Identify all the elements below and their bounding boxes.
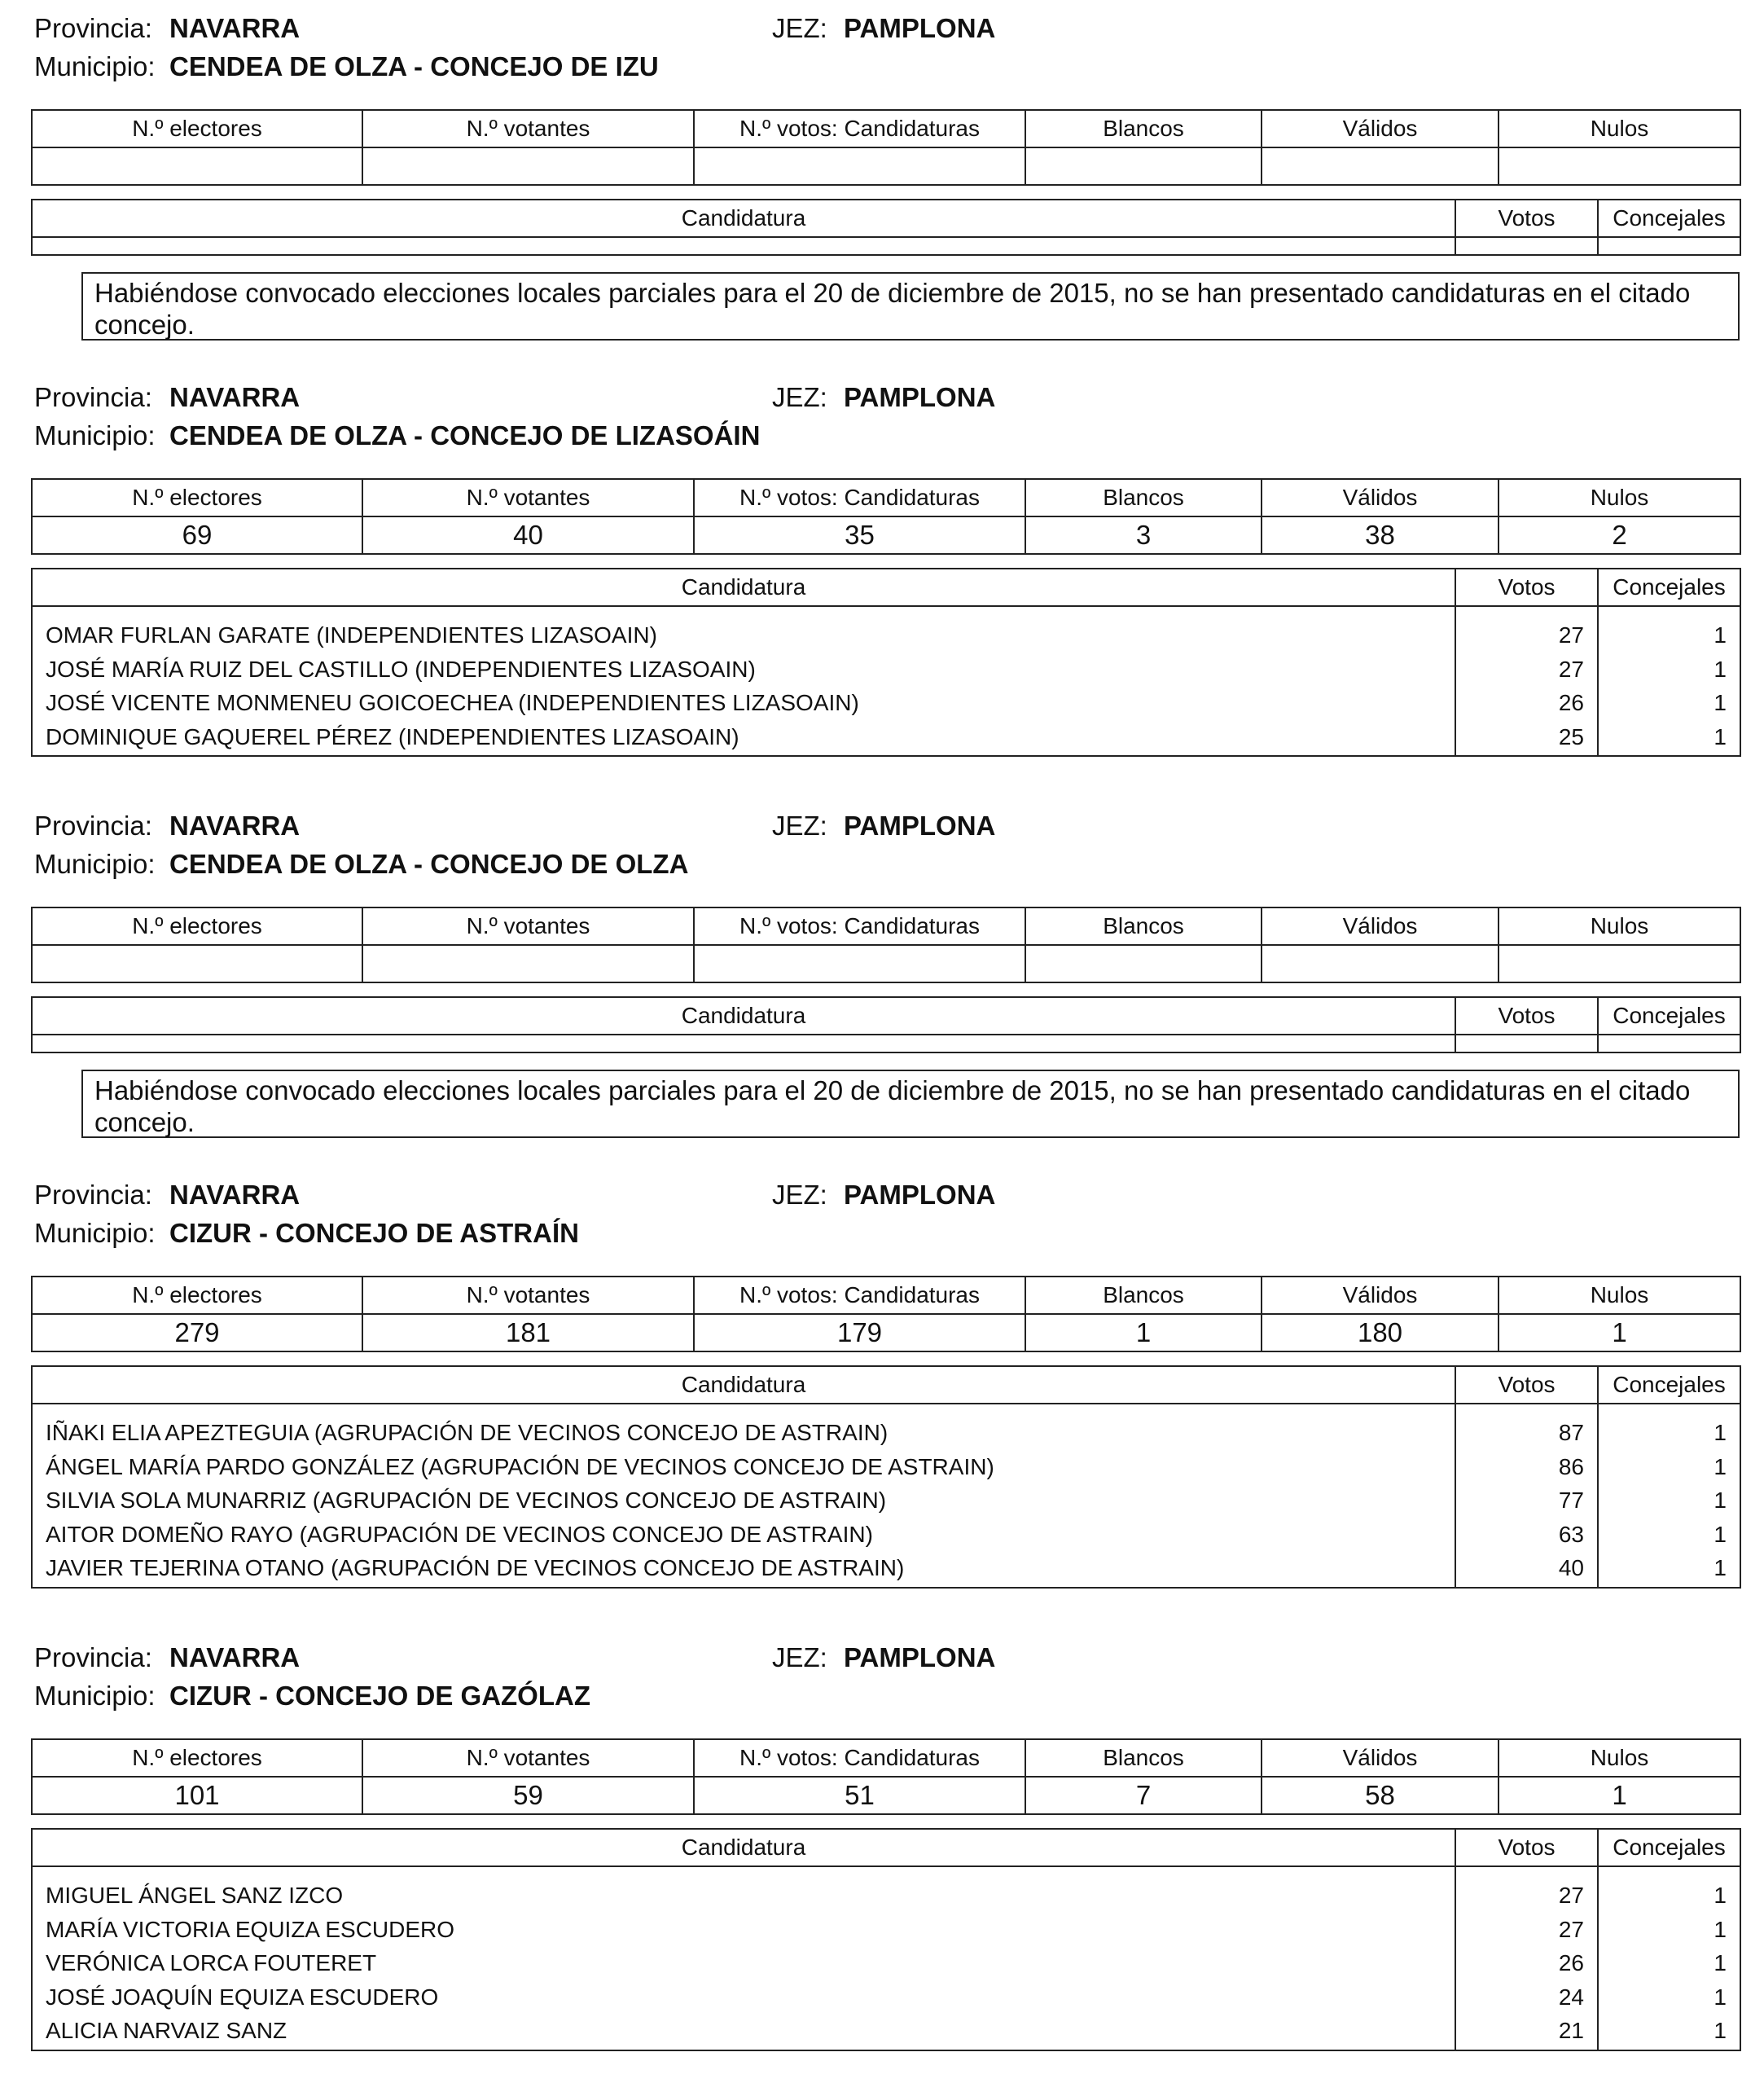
municipio-label: Municipio:: [34, 51, 156, 81]
votos-candidaturas-header: N.º votos: Candidaturas: [694, 1277, 1025, 1314]
candidatura-header: Candidatura: [32, 1829, 1455, 1866]
nulos-value: 1: [1499, 1777, 1740, 1814]
blancos-value: [1025, 147, 1262, 185]
candidatura-table: [31, 199, 1741, 256]
candidatura-table: [31, 1828, 1741, 2051]
nulos-header: Nulos: [1499, 1739, 1740, 1777]
empty-cell: [32, 1035, 1455, 1052]
votantes-value: 181: [362, 1314, 694, 1351]
electores-header: N.º electores: [32, 479, 362, 516]
candidatura-header: Candidatura: [32, 569, 1455, 606]
votos-candidaturas-header: N.º votos: Candidaturas: [694, 479, 1025, 516]
candidate-votos: 86: [1558, 1453, 1584, 1479]
blancos-header: Blancos: [1025, 110, 1262, 147]
nulos-header: Nulos: [1499, 479, 1740, 516]
candidate-name: AITOR DOMEÑO RAYO (AGRUPACIÓN DE VECINOS CONCEJO DE ASTRAIN): [46, 1521, 873, 1547]
votantes-value: 59: [362, 1777, 694, 1814]
empty-cell: [32, 237, 1455, 255]
section-izu: [31, 0, 1740, 341]
municipio-label: Municipio:: [34, 1681, 156, 1711]
nulos-header: Nulos: [1499, 1277, 1740, 1314]
candidate-concejales: 1: [1714, 1984, 1727, 2010]
section-header: [31, 1629, 1740, 1711]
votantes-header: N.º votantes: [362, 1739, 694, 1777]
stats-table: [31, 1276, 1741, 1352]
votantes-value: [362, 147, 694, 185]
blancos-value: 7: [1025, 1777, 1262, 1814]
candidate-name: SILVIA SOLA MUNARRIZ (AGRUPACIÓN DE VECINOS CONCEJO DE ASTRAIN): [46, 1488, 887, 1513]
jez-value: PAMPLONA: [844, 1180, 996, 1210]
votos-candidaturas-value: 179: [694, 1314, 1025, 1351]
section-header: [31, 369, 1740, 450]
candidate-concejales: 1: [1714, 1916, 1727, 1942]
candidate-concejales: 1: [1714, 1883, 1727, 1908]
validos-header: Válidos: [1262, 1739, 1499, 1777]
candidate-votos-cell: [1455, 606, 1598, 756]
candidate-concejales: 1: [1714, 656, 1727, 682]
candidate-name: MARÍA VICTORIA EQUIZA ESCUDERO: [46, 1916, 455, 1942]
electores-value: 279: [32, 1314, 362, 1351]
blancos-value: 1: [1025, 1314, 1262, 1351]
electores-header: N.º electores: [32, 1739, 362, 1777]
candidate-name: VERÓNICA LORCA FOUTERET: [46, 1950, 377, 1975]
jez-label: JEZ:: [772, 13, 827, 43]
municipio-value: CENDEA DE OLZA - CONCEJO DE OLZA: [169, 849, 689, 879]
candidate-name: IÑAKI ELIA APEZTEGUIA (AGRUPACIÓN DE VECINOS CONCEJO DE ASTRAIN): [46, 1420, 889, 1445]
concejales-header: Concejales: [1598, 200, 1740, 237]
candidatura-header: Candidatura: [32, 200, 1455, 237]
provincia-value: NAVARRA: [169, 13, 301, 43]
municipio-label: Municipio:: [34, 1218, 156, 1248]
stats-table: [31, 1738, 1741, 1815]
candidate-name: JOSÉ VICENTE MONMENEU GOICOECHEA (INDEPENDIENTES LIZASOAIN): [46, 690, 859, 715]
candidate-votos: 27: [1558, 622, 1584, 648]
provincia-value: NAVARRA: [169, 1180, 301, 1210]
municipio-value: CIZUR - CONCEJO DE GAZÓLAZ: [169, 1681, 590, 1711]
votos-header: Votos: [1455, 569, 1598, 606]
jez-value: PAMPLONA: [844, 811, 996, 841]
nulos-value: [1499, 147, 1740, 185]
candidate-votos: 26: [1558, 1950, 1584, 1975]
validos-header: Válidos: [1262, 479, 1499, 516]
votos-header: Votos: [1455, 1366, 1598, 1404]
nulos-value: [1499, 945, 1740, 982]
validos-value: [1262, 945, 1499, 982]
empty-cell: [1455, 1035, 1598, 1052]
candidate-name: ÁNGEL MARÍA PARDO GONZÁLEZ (AGRUPACIÓN DE VECINOS CONCEJO DE ASTRAIN): [46, 1453, 994, 1479]
stats-table: [31, 907, 1741, 983]
validos-value: 58: [1262, 1777, 1499, 1814]
votos-candidaturas-header: N.º votos: Candidaturas: [694, 907, 1025, 945]
candidate-name: ALICIA NARVAIZ SANZ: [46, 2018, 287, 2043]
votos-header: Votos: [1455, 200, 1598, 237]
candidate-concejales: 1: [1714, 1420, 1727, 1445]
validos-header: Válidos: [1262, 907, 1499, 945]
votos-candidaturas-value: 35: [694, 516, 1025, 554]
candidate-name: JOSÉ MARÍA RUIZ DEL CASTILLO (INDEPENDIENTES LIZASOAIN): [46, 656, 756, 682]
candidate-votos: 87: [1558, 1420, 1584, 1445]
candidate-names-cell: [32, 606, 1455, 756]
candidate-votos: 27: [1558, 1916, 1584, 1942]
candidate-concejales: 1: [1714, 1555, 1727, 1580]
jez-label: JEZ:: [772, 1180, 827, 1210]
blancos-header: Blancos: [1025, 1739, 1262, 1777]
candidate-concejales: 1: [1714, 1488, 1727, 1513]
stats-table: [31, 478, 1741, 555]
provincia-label: Provincia:: [34, 811, 152, 841]
votos-candidaturas-value: [694, 945, 1025, 982]
municipio-value: CIZUR - CONCEJO DE ASTRAÍN: [169, 1218, 579, 1248]
candidate-concejales-cell: [1598, 1404, 1740, 1588]
jez-value: PAMPLONA: [844, 1642, 996, 1672]
jez-value: PAMPLONA: [844, 382, 996, 412]
electores-value: [32, 147, 362, 185]
blancos-header: Blancos: [1025, 907, 1262, 945]
provincia-label: Provincia:: [34, 1180, 152, 1210]
concejales-header: Concejales: [1598, 569, 1740, 606]
votos-header: Votos: [1455, 1829, 1598, 1866]
candidatura-table: [31, 996, 1741, 1053]
empty-cell: [1455, 237, 1598, 255]
concejales-header: Concejales: [1598, 1829, 1740, 1866]
stats-table: [31, 109, 1741, 186]
section-astrain: [31, 1167, 1740, 1589]
provincia-label: Provincia:: [34, 382, 152, 412]
votantes-header: N.º votantes: [362, 907, 694, 945]
notice-box: Habiéndose convocado elecciones locales parciales para el 20 de diciembre de 2015, no se han presentado candidaturas en el citado concejo.: [81, 1070, 1740, 1138]
candidate-name: OMAR FURLAN GARATE (INDEPENDIENTES LIZASOAIN): [46, 622, 657, 648]
concejales-header: Concejales: [1598, 1366, 1740, 1404]
candidate-votos: 25: [1558, 723, 1584, 749]
candidate-name: JOSÉ JOAQUÍN EQUIZA ESCUDERO: [46, 1984, 439, 2010]
votantes-value: [362, 945, 694, 982]
blancos-value: 3: [1025, 516, 1262, 554]
municipio-label: Municipio:: [34, 420, 156, 450]
candidate-votos: 21: [1558, 2018, 1584, 2043]
candidatura-header: Candidatura: [32, 997, 1455, 1035]
candidate-concejales: 1: [1714, 2018, 1727, 2043]
notice-box: Habiéndose convocado elecciones locales parciales para el 20 de diciembre de 2015, no se han presentado candidaturas en el citado concejo.: [81, 272, 1740, 341]
municipio-label: Municipio:: [34, 849, 156, 879]
electores-header: N.º electores: [32, 907, 362, 945]
candidate-names-cell: [32, 1866, 1455, 2050]
section-header: [31, 0, 1740, 81]
provincia-value: NAVARRA: [169, 811, 301, 841]
candidate-votos: 27: [1558, 1883, 1584, 1908]
concejales-header: Concejales: [1598, 997, 1740, 1035]
nulos-value: 2: [1499, 516, 1740, 554]
nulos-header: Nulos: [1499, 110, 1740, 147]
jez-label: JEZ:: [772, 1642, 827, 1672]
candidatura-table: [31, 1365, 1741, 1589]
electores-value: 101: [32, 1777, 362, 1814]
candidate-concejales: 1: [1714, 1453, 1727, 1479]
electores-value: [32, 945, 362, 982]
provincia-value: NAVARRA: [169, 382, 301, 412]
section-header: [31, 798, 1740, 879]
empty-cell: [1598, 1035, 1740, 1052]
votantes-header: N.º votantes: [362, 1277, 694, 1314]
votantes-value: 40: [362, 516, 694, 554]
candidate-votos: 40: [1558, 1555, 1584, 1580]
blancos-value: [1025, 945, 1262, 982]
candidate-votos: 26: [1558, 690, 1584, 715]
validos-header: Válidos: [1262, 1277, 1499, 1314]
candidate-concejales: 1: [1714, 1950, 1727, 1975]
section-olza: [31, 798, 1740, 1138]
empty-cell: [1598, 237, 1740, 255]
candidatura-table: [31, 568, 1741, 757]
nulos-value: 1: [1499, 1314, 1740, 1351]
provincia-label: Provincia:: [34, 1642, 152, 1672]
candidate-concejales-cell: [1598, 606, 1740, 756]
jez-label: JEZ:: [772, 382, 827, 412]
votos-candidaturas-header: N.º votos: Candidaturas: [694, 1739, 1025, 1777]
candidate-name: JAVIER TEJERINA OTANO (AGRUPACIÓN DE VECINOS CONCEJO DE ASTRAIN): [46, 1555, 905, 1580]
candidate-concejales: 1: [1714, 723, 1727, 749]
votos-candidaturas-header: N.º votos: Candidaturas: [694, 110, 1025, 147]
candidate-votos: 63: [1558, 1521, 1584, 1547]
candidate-votos-cell: [1455, 1404, 1598, 1588]
electores-header: N.º electores: [32, 110, 362, 147]
municipio-value: CENDEA DE OLZA - CONCEJO DE LIZASOÁIN: [169, 420, 761, 450]
jez-value: PAMPLONA: [844, 13, 996, 43]
blancos-header: Blancos: [1025, 479, 1262, 516]
nulos-header: Nulos: [1499, 907, 1740, 945]
candidatura-header: Candidatura: [32, 1366, 1455, 1404]
section-gazolaz: [31, 1629, 1740, 2051]
validos-value: 180: [1262, 1314, 1499, 1351]
candidate-name: MIGUEL ÁNGEL SANZ IZCO: [46, 1883, 344, 1908]
section-lizasoain: [31, 369, 1740, 757]
provincia-label: Provincia:: [34, 13, 152, 43]
provincia-value: NAVARRA: [169, 1642, 301, 1672]
blancos-header: Blancos: [1025, 1277, 1262, 1314]
candidate-votos: 77: [1558, 1488, 1584, 1513]
validos-value: [1262, 147, 1499, 185]
electores-header: N.º electores: [32, 1277, 362, 1314]
votantes-header: N.º votantes: [362, 479, 694, 516]
section-header: [31, 1167, 1740, 1248]
validos-header: Válidos: [1262, 110, 1499, 147]
candidate-concejales: 1: [1714, 1521, 1727, 1547]
candidate-votos-cell: [1455, 1866, 1598, 2050]
votos-candidaturas-value: 51: [694, 1777, 1025, 1814]
validos-value: 38: [1262, 516, 1499, 554]
electores-value: 69: [32, 516, 362, 554]
candidate-votos: 27: [1558, 656, 1584, 682]
votos-header: Votos: [1455, 997, 1598, 1035]
jez-label: JEZ:: [772, 811, 827, 841]
candidate-concejales-cell: [1598, 1866, 1740, 2050]
votos-candidaturas-value: [694, 147, 1025, 185]
municipio-value: CENDEA DE OLZA - CONCEJO DE IZU: [169, 51, 659, 81]
candidate-votos: 24: [1558, 1984, 1584, 2010]
candidate-name: DOMINIQUE GAQUEREL PÉREZ (INDEPENDIENTES LIZASOAIN): [46, 723, 739, 749]
candidate-concejales: 1: [1714, 690, 1727, 715]
candidate-concejales: 1: [1714, 622, 1727, 648]
candidate-names-cell: [32, 1404, 1455, 1588]
votantes-header: N.º votantes: [362, 110, 694, 147]
